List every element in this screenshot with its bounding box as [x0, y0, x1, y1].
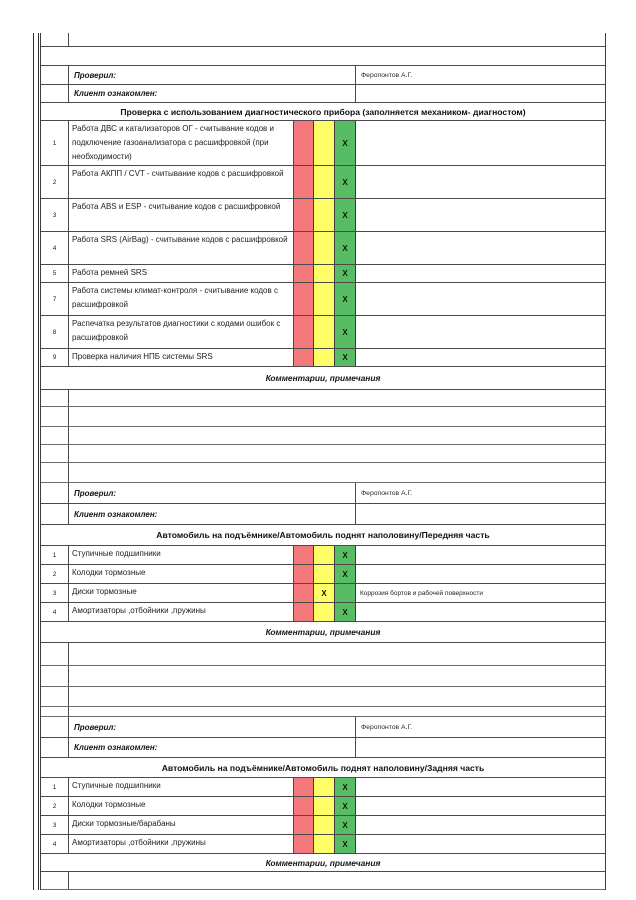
left-margin-rule	[33, 33, 39, 890]
client-informed-label: Клиент ознакомлен:	[69, 504, 356, 524]
status-red-cell	[294, 283, 314, 315]
status-green-cell: X	[335, 283, 356, 315]
row-number: 1	[41, 778, 69, 796]
row-number: 1	[41, 121, 69, 165]
checked-by-label: Проверил:	[69, 66, 356, 84]
checklist-row	[41, 778, 605, 797]
task-label: Распечатка результатов диагностики с кодами ошибок с расшифровкой	[69, 316, 294, 348]
section-title: Автомобиль на подъёмнике/Автомобиль поднят наполовину/Передняя часть	[41, 525, 605, 546]
status-green-cell	[335, 584, 356, 602]
section-title: Автомобиль на подъёмнике/Автомобиль поднят наполовину/Задняя часть	[41, 758, 605, 778]
empty-comment-row	[41, 687, 605, 707]
status-red-cell	[294, 316, 314, 348]
empty-comment-row	[41, 390, 605, 407]
task-label: Колодки тормозные	[69, 565, 294, 583]
empty-comment-row	[41, 707, 605, 717]
client-informed-value	[356, 504, 605, 524]
approval-client-row	[41, 85, 605, 103]
task-label: Проверка наличия НПБ системы SRS	[69, 349, 294, 366]
task-label: Работа АКПП / CVT - считывание кодов с расшифровкой	[69, 166, 294, 198]
empty-comment-row	[41, 427, 605, 445]
checklist-row	[41, 797, 605, 816]
status-red-cell	[294, 565, 314, 583]
status-yellow-cell	[314, 546, 335, 564]
status-green-cell: X	[335, 565, 356, 583]
row-number: 4	[41, 232, 69, 264]
empty-comment-row	[41, 445, 605, 463]
client-informed-value	[356, 738, 605, 757]
status-green-cell: X	[335, 265, 356, 282]
client-informed-label: Клиент ознакомлен:	[69, 85, 356, 102]
row-number-cell	[41, 85, 69, 102]
status-yellow-cell	[314, 797, 335, 815]
checked-by-value: Феропонтов А.Г.	[361, 723, 413, 731]
checklist-row	[41, 199, 605, 232]
row-number: 9	[41, 349, 69, 366]
checklist-row	[41, 603, 605, 622]
task-label: Работа SRS (AirBag) - считывание кодов с расшифровкой	[69, 232, 294, 264]
status-green-cell: X	[335, 603, 356, 621]
status-red-cell	[294, 349, 314, 366]
checklist-row	[41, 265, 605, 283]
row-number: 5	[41, 265, 69, 282]
comments-header: Комментарии, примечания	[41, 367, 605, 390]
checked-by-label: Проверил:	[69, 483, 356, 503]
status-red-cell	[294, 584, 314, 602]
section-title: Проверка с использованием диагностического прибора (заполняется механиком- диагностом)	[41, 103, 605, 121]
row-comment	[356, 546, 605, 564]
row-number: 2	[41, 797, 69, 815]
row-number: 3	[41, 584, 69, 602]
status-yellow-cell	[314, 121, 335, 165]
row-number-cell	[41, 717, 69, 737]
approval-checked-by-row	[41, 483, 605, 504]
checked-by-label: Проверил:	[69, 717, 356, 737]
empty-comment-row	[41, 666, 605, 687]
row-comment	[356, 797, 605, 815]
spacer-row	[41, 33, 605, 47]
status-green-cell: X	[335, 121, 356, 165]
spacer-row	[41, 47, 605, 66]
status-yellow-cell	[314, 232, 335, 264]
row-number: 8	[41, 316, 69, 348]
checklist-row	[41, 166, 605, 199]
empty-comment-row	[41, 872, 605, 890]
row-comment	[356, 316, 605, 348]
checklist-row	[41, 283, 605, 316]
row-number: 1	[41, 546, 69, 564]
row-number-cell	[41, 504, 69, 524]
status-yellow-cell	[314, 835, 335, 853]
status-yellow-cell	[314, 316, 335, 348]
status-green-cell: X	[335, 316, 356, 348]
status-green-cell: X	[335, 546, 356, 564]
status-yellow-cell	[314, 199, 335, 231]
status-red-cell	[294, 797, 314, 815]
client-informed-value	[356, 85, 605, 102]
status-red-cell	[294, 232, 314, 264]
row-comment	[356, 778, 605, 796]
checklist-row	[41, 232, 605, 265]
approval-client-row	[41, 738, 605, 758]
status-yellow-cell	[314, 603, 335, 621]
status-red-cell	[294, 816, 314, 834]
row-comment: Коррозия бортов и рабочей поверхности	[360, 589, 483, 597]
status-green-cell: X	[335, 797, 356, 815]
checklist-row	[41, 816, 605, 835]
checklist-row	[41, 835, 605, 854]
checklist-row	[41, 121, 605, 166]
comments-header: Комментарии, примечания	[41, 622, 605, 643]
row-comment	[356, 199, 605, 231]
task-label: Амортизаторы ,отбойники ,пружины	[69, 603, 294, 621]
empty-comment-row	[41, 407, 605, 427]
row-number-cell	[41, 33, 69, 46]
row-number: 7	[41, 283, 69, 315]
status-yellow-cell	[314, 265, 335, 282]
status-red-cell	[294, 199, 314, 231]
row-number: 2	[41, 166, 69, 198]
row-number: 3	[41, 199, 69, 231]
checked-by-value: Феропонтов А.Г.	[361, 71, 413, 79]
status-green-cell: X	[335, 778, 356, 796]
comments-header: Комментарии, примечания	[41, 854, 605, 872]
row-comment	[356, 232, 605, 264]
status-red-cell	[294, 166, 314, 198]
status-yellow-cell	[314, 778, 335, 796]
row-comment	[356, 265, 605, 282]
row-comment	[356, 603, 605, 621]
approval-checked-by-row	[41, 66, 605, 85]
status-green-cell: X	[335, 816, 356, 834]
task-label: Амортизаторы ,отбойники ,пружины	[69, 835, 294, 853]
checked-by-value: Феропонтов А.Г.	[361, 489, 413, 497]
row-comment	[356, 349, 605, 366]
checklist-row	[41, 349, 605, 367]
row-number: 3	[41, 816, 69, 834]
row-comment	[356, 565, 605, 583]
checklist-sheet	[40, 33, 606, 890]
row-comment	[356, 121, 605, 165]
row-comment	[356, 835, 605, 853]
status-yellow-cell	[314, 283, 335, 315]
empty-comment-row	[41, 463, 605, 483]
task-label: Ступичные подшипники	[69, 778, 294, 796]
task-label: Колодки тормозные	[69, 797, 294, 815]
status-red-cell	[294, 546, 314, 564]
task-label: Работа ДВС и катализаторов ОГ - считывание кодов и подключение газоанализатора с расшифровкой (при необходимости)	[69, 121, 294, 165]
approval-checked-by-row	[41, 717, 605, 738]
row-number-cell	[41, 66, 69, 84]
status-green-cell: X	[335, 349, 356, 366]
status-green-cell: X	[335, 232, 356, 264]
row-number: 2	[41, 565, 69, 583]
status-green-cell: X	[335, 199, 356, 231]
empty-comment-row	[41, 643, 605, 666]
task-label: Работа ABS и ESP - считывание кодов с расшифровкой	[69, 199, 294, 231]
status-red-cell	[294, 121, 314, 165]
task-label: Диски тормозные	[69, 584, 294, 602]
status-yellow-cell	[314, 349, 335, 366]
status-green-cell: X	[335, 835, 356, 853]
task-label: Работа системы климат-контроля - считывание кодов с расшифровкой	[69, 283, 294, 315]
status-green-cell: X	[335, 166, 356, 198]
status-yellow-cell	[314, 816, 335, 834]
status-red-cell	[294, 603, 314, 621]
status-red-cell	[294, 265, 314, 282]
task-label: Работа ремней SRS	[69, 265, 294, 282]
row-comment	[356, 283, 605, 315]
row-number: 4	[41, 835, 69, 853]
status-yellow-cell: X	[314, 584, 335, 602]
status-red-cell	[294, 835, 314, 853]
row-number-cell	[41, 483, 69, 503]
row-comment	[356, 816, 605, 834]
approval-client-row	[41, 504, 605, 525]
task-label: Диски тормозные/барабаны	[69, 816, 294, 834]
checklist-row	[41, 316, 605, 349]
status-red-cell	[294, 778, 314, 796]
row-number-cell	[41, 738, 69, 757]
client-informed-label: Клиент ознакомлен:	[69, 738, 356, 757]
checklist-row	[41, 584, 605, 603]
checklist-row	[41, 546, 605, 565]
row-number: 4	[41, 603, 69, 621]
row-comment	[356, 166, 605, 198]
task-label: Ступичные подшипники	[69, 546, 294, 564]
status-yellow-cell	[314, 166, 335, 198]
status-yellow-cell	[314, 565, 335, 583]
checklist-row	[41, 565, 605, 584]
